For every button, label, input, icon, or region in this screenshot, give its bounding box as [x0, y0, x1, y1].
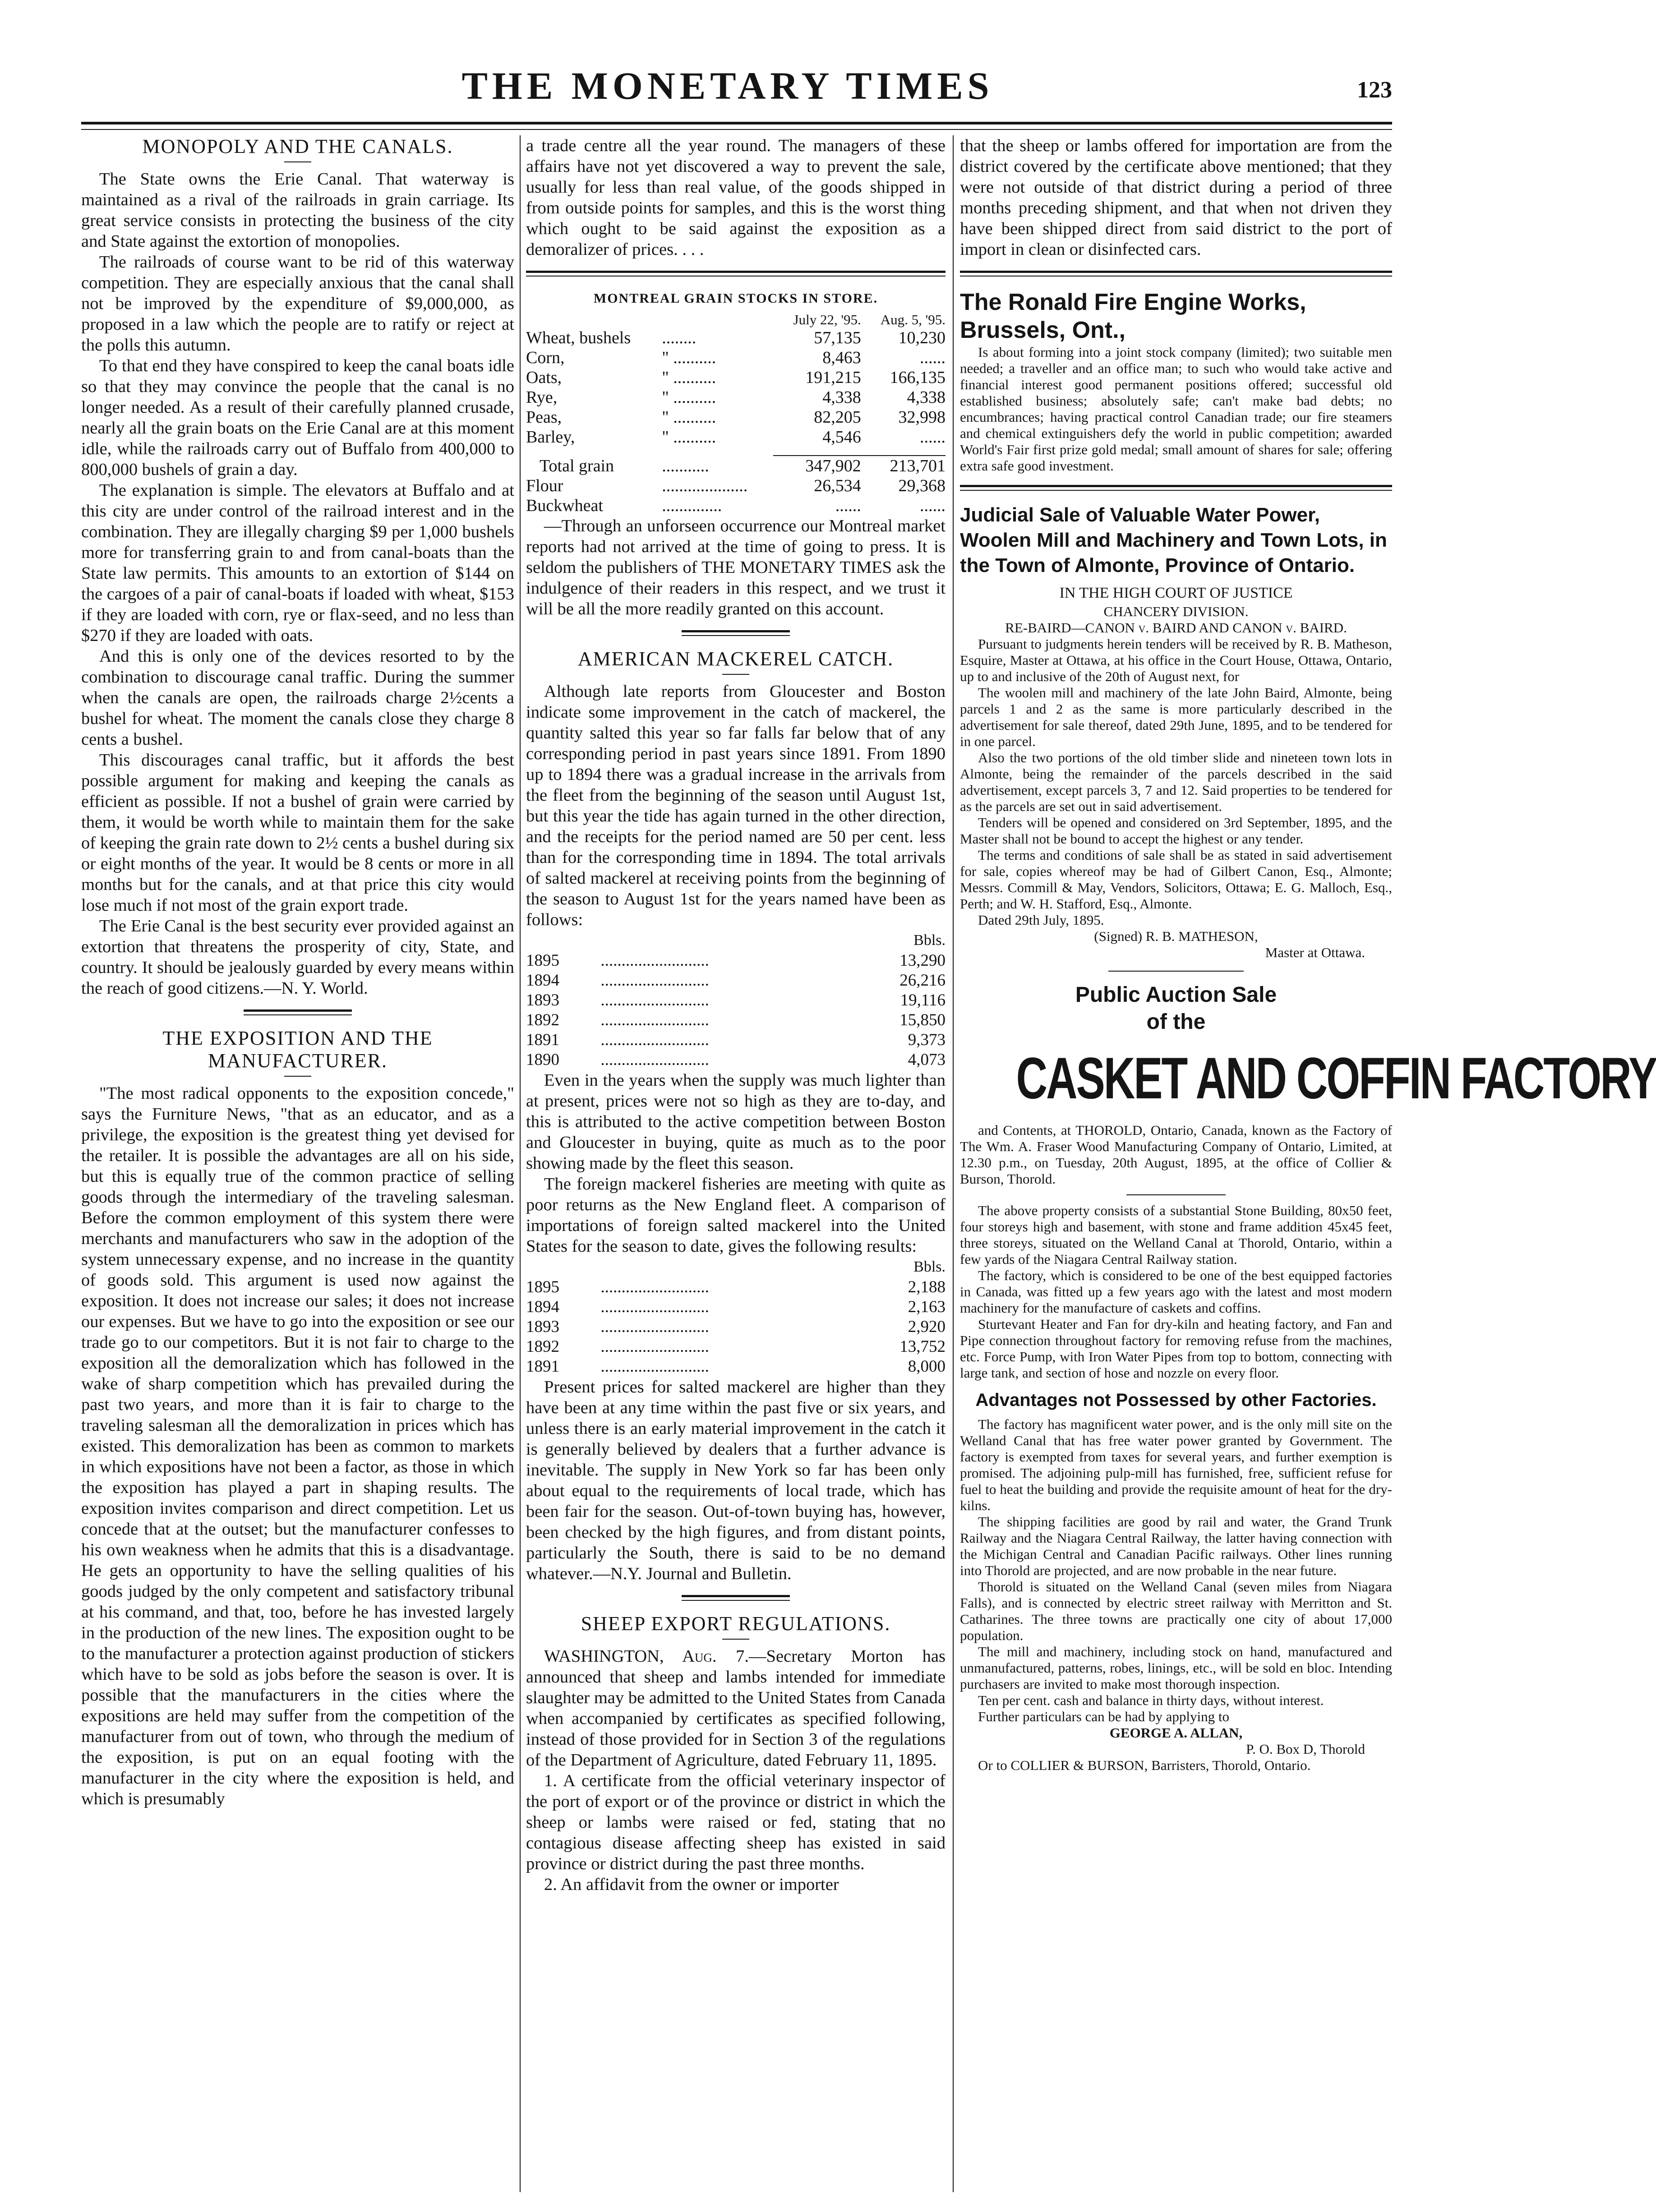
row-label: Wheat, bushels	[526, 328, 631, 347]
table-row	[526, 951, 946, 971]
leader-dots: ..........................	[600, 1278, 709, 1296]
contact-address: P. O. Box D, Thorold	[1246, 1741, 1365, 1757]
paragraph: To that end they have conspired to keep the canal boats idle so that they may convince the people that the canal is no longer needed. As a result of their carefully planned crusade, nearly all the grain boats on the Erie Canal are at this moment idle, while the railroads carry out of Buffalo from 400,000 to 800,000 bushels of grain a day.	[81, 356, 514, 479]
title-dash	[284, 1076, 311, 1077]
cell: 1894	[526, 971, 559, 990]
row-label: Buckwheat	[526, 496, 603, 515]
table-row	[526, 1030, 946, 1050]
paragraph: Even in the years when the supply was much lighter than at present, prices were not so high as they are to-day, and this is attributed to the active competition between Boston and Gloucester in buying, quite as much as to the poor showing made by the fleet this season.	[526, 1071, 946, 1173]
ad-body: The factory has magnificent water power, and is the only mill site on the Welland Canal that has free water power granted by Government. The factory is exempted from taxes for several years, and further exemption is promised. The adjoining pulp-mill has furnished, free, sufficient refuse for fuel to heat the building and provide the requisite amount of heat for the dry-kilns.	[960, 1416, 1392, 1513]
paragraph-text: —Secretary Morton has announced that sheep and lambs intended for immediate slaughter may be admitted to the United States from Canada when accompanied by certificates as specified following, instead of those provided for in Section 3 of the regulations of the Department of Agriculture, dated February 11, 1895.	[526, 1647, 946, 1770]
cell: 10,230	[898, 328, 946, 347]
leader-dots: ..........................	[600, 1011, 709, 1029]
leader-dots: ..........................	[600, 991, 709, 1009]
imports-table	[526, 1277, 946, 1377]
ad-body: Further particulars can be had by applying to	[978, 1709, 1229, 1724]
ad-body: The shipping facilities are good by rail and water, the Grand Trunk Railway and the Niagara Central Railway, the latter having connection with the Michigan Central and Canadian Pacific railways. Other lines running into Thorold are projected, and are now probable in the near future.	[960, 1514, 1392, 1578]
table-row	[526, 387, 946, 407]
table-row	[526, 496, 946, 516]
newspaper-title: THE MONETARY TIMES	[461, 64, 994, 107]
ad-body: Is about forming into a joint stock company (limited); two suitable men needed; a traveller and an office man; to such who would take active and financial interest good permanent positions offered; successful old established business; absolutely safe; can't make bad debts; no encumbrances; having practical control Canadian trade; our fire steamers and chemical extinguishers defy the world in public competition; awarded World's Fair first prize gold medal; small amount of shares for sale; offering extra safe good investment.	[960, 344, 1392, 474]
paragraph	[526, 1646, 946, 1770]
leader-dots: ..........................	[600, 1318, 709, 1336]
cell: ......	[920, 348, 946, 367]
masthead-rule	[81, 122, 1392, 124]
leader-dots: ..........................	[600, 1031, 709, 1049]
cell: 1893	[526, 991, 559, 1009]
cell: 1894	[526, 1298, 559, 1316]
cell: 2,163	[908, 1298, 946, 1316]
cell: 8,000	[908, 1357, 946, 1376]
leader-dots: " ..........	[662, 348, 716, 367]
cell: 1893	[526, 1318, 559, 1336]
paragraph: The foreign mackerel fisheries are meeting with quite as poor returns as the New England fleet. A comparison of importations of foreign salted mackerel into the United States for the season to date, gives the following results:	[526, 1175, 946, 1256]
cell: 2,920	[908, 1318, 946, 1336]
row-label: Oats,	[526, 368, 562, 387]
units-label: Bbls.	[913, 1258, 946, 1275]
table-row	[526, 1010, 946, 1030]
table-row	[526, 368, 946, 387]
cell: 19,116	[900, 991, 946, 1009]
ad-title: Judicial Sale of Valuable Water Power, Woolen Mill and Machinery and Town Lots, in the Town of Almonte, Province of Ontario.	[960, 504, 1387, 576]
catch-table	[526, 951, 946, 1070]
table-row	[526, 1357, 946, 1377]
leader-dots: ..........................	[600, 971, 709, 990]
section-separator	[682, 1595, 790, 1601]
cell: 1892	[526, 1337, 559, 1356]
cell: 13,752	[899, 1337, 946, 1356]
table-row	[526, 1277, 946, 1297]
cell: 57,135	[814, 328, 861, 347]
units-label: Bbls.	[913, 932, 946, 949]
contact-alternate: Or to COLLIER & BURSON, Barristers, Thorold, Ontario.	[978, 1757, 1311, 1773]
table-row	[526, 348, 946, 368]
ad-body: The terms and conditions of sale shall be as stated in said advertisement for sale, copies whereof may be had of Gilbert Canon, Esq., Almonte; Messrs. Commill & May, Vendors, Solicitors, Ottawa; E. G. Malloch, Esq., Perth; and W. H. Stafford, Esq., Almonte.	[960, 847, 1392, 912]
column-3	[960, 135, 1656, 2192]
cell: 2,188	[908, 1278, 946, 1296]
cell: 1895	[526, 951, 559, 970]
title-dash	[722, 674, 749, 675]
cell: 4,338	[907, 388, 946, 407]
leader-dots: " ..........	[662, 388, 716, 407]
article-title: AMERICAN MACKEREL CATCH.	[577, 648, 894, 670]
cell: 1890	[526, 1051, 559, 1069]
cell: 1891	[526, 1357, 559, 1376]
cell: 4,338	[822, 388, 861, 407]
ad-date: Dated 29th July, 1895.	[978, 912, 1104, 928]
row-label: Rye,	[526, 388, 558, 407]
row-label: Total grain	[540, 456, 614, 475]
section-separator	[526, 271, 946, 276]
article-title: THE EXPOSITION AND THE MANUFACTURER.	[162, 1027, 433, 1072]
table-row	[526, 1297, 946, 1317]
paragraph: Although late reports from Gloucester and Boston indicate some improvement in the catch of mackerel, the quantity salted this year so far falls far below that of any corresponding period in past years since 1891. From 1890 up to 1894 there was a gradual increase in the arrivals from the fleet from the beginning of the season until August 1st, but this year the tide has again turned in the other direction, and the receipts for the period named are 50 per cent. less than for the corresponding time in 1894. The total arrivals of salted mackerel at receiving points from the beginning of the season to August 1st for the years named have been as follows:	[526, 682, 946, 929]
section-separator	[244, 1009, 352, 1015]
leader-dots: ..............	[662, 496, 722, 515]
table-row	[526, 328, 946, 348]
table-row	[526, 1317, 946, 1337]
column-1	[81, 135, 514, 2192]
cell: 82,205	[814, 408, 861, 427]
paragraph: The railroads of course want to be rid of this waterway competition. They are especially anxious that the canal shall not be improved by the expenditure of $9,000,000, as proposed in a law which the people are to ratify or reject at the polls this autumn.	[81, 253, 514, 355]
cell: 1895	[526, 1278, 559, 1296]
row-label: Corn,	[526, 348, 565, 367]
dateline: WASHINGTON, Aug. 7.	[544, 1647, 749, 1666]
cell: 1892	[526, 1011, 559, 1029]
ad-body: Pursuant to judgments herein tenders will be received by R. B. Matheson, Esquire, Master at Ottawa, at his office in the Court House, Ottawa, Ontario, up to and inclusive of the 20th of August next, for	[960, 636, 1392, 684]
leader-dots: ..........................	[600, 1298, 709, 1316]
leader-dots: " ..........	[662, 428, 716, 447]
table-row-total	[526, 456, 946, 476]
paragraph: "The most radical opponents to the exposition concede," says the Furniture News, "that as an educator, and as a privilege, the exposition is the greatest thing yet devised for the retailer. It is possible the advantages are all on his side, but this is equally true of the common practice of selling goods through the intermediary of the traveling salesman. Before the common employment of this system there were merchants and manufacturers who saw in the adoption of the system unnecessary expense, and no increase in the quantity of goods sold. This argument is used now against the exposition. It does not increase our sales; it does not increase our expenses. But we have to go into the exposition or see our trade go to our competitors. But it is not fair to charge to the exposition all the demoralization which has followed in the wake of sharp competition which has prevailed during the past two years, and more than it is fair to charge to the traveling salesman all the demoralization in prices which has existed. This demoralization has been as common to markets in which expositions have not been a factor, as those in which the exposition has played a part in shaping results. The exposition invites comparison and direct competition. Let us concede that at the outset; but the manufacturer confesses to his own weakness when he admits that this is a disadvantage. He gets an opportunity to have the selling qualities of his goods judged by the only competent and satisfactory tribunal at his command, and that, too, before he has invested largely in the production of the new lines. The exposition ought to be to the manufacturer a protection against production of stickers which have to be sold as jobs before the season is over. It is possible that the manufacturers in the cities where the expositions are held may suffer from the competition of the manufacturer from out of town, who through the medium of the exposition, is put on an equal footing with the manufacturer in the city where the exposition is held, and which is presumably	[81, 1084, 514, 1808]
row-label: Barley,	[526, 428, 575, 447]
cell: 32,998	[898, 408, 946, 427]
cell: 347,902	[773, 456, 861, 476]
cell: ......	[920, 496, 946, 515]
cell: 15,850	[899, 1011, 946, 1029]
leader-dots: ..........................	[600, 1357, 709, 1376]
ad-body: The woolen mill and machinery of the late John Baird, Almonte, being parcels 1 and 2 as the same is more particularly described in the advertisement for sale thereof, dated 29th June, 1895, and to be tendered for in one parcel.	[960, 685, 1392, 749]
cell: 191,215	[805, 368, 861, 387]
table-row	[526, 407, 946, 427]
table-title: MONTREAL GRAIN STOCKS IN STORE.	[593, 291, 878, 306]
ad-body: The above property consists of a substantial Stone Building, 80x50 feet, four storeys high and basement, with stone and frame addition 45x45 feet, three storeys, situated on the Welland Canal at Thorold, Ontario, within a few yards of the Niagara Central Railway station.	[960, 1203, 1392, 1267]
cell: 8,463	[822, 348, 861, 367]
ad-body: Thorold is situated on the Welland Canal (seven miles from Niagara Falls), and is connected by electric street railway with Merritton and St. Catharines. The three towns are practically one city of about 17,000 population.	[960, 1579, 1392, 1643]
masthead-rule-thin	[81, 129, 1392, 130]
leader-dots: ..........................	[600, 1337, 709, 1356]
ad-body: and Contents, at THOROLD, Ontario, Canada, known as the Factory of The Wm. A. Fraser Wood Manufacturing Company of Ontario, Limited, at 12.30 p.m., on Tuesday, 20th August, 1895, at the office of Collier & Burson, Thorold.	[960, 1122, 1392, 1187]
column-divider	[520, 135, 521, 2192]
paragraph: 1. A certificate from the official veterinary inspector of the port of export or of the province or district in which the sheep or lambs were raised or fed, stating that no contagious disease affecting sheep has existed in said province or district during the past three months.	[526, 1771, 946, 1873]
page-number: 123	[1357, 77, 1392, 103]
signature: (Signed) R. B. MATHESON,	[1094, 928, 1258, 944]
signature-title: Master at Ottawa.	[1265, 945, 1365, 960]
ad-body: The mill and machinery, including stock on hand, manufactured and unmanufactured, patterns, robes, linings, etc., will be sold en bloc. Intending purchasers are invited to make most thorough inspection.	[960, 1644, 1392, 1692]
paragraph: a trade centre all the year round. The managers of these affairs have not yet discovered a way to prevent the sale, usually for less than real value, of the goods shipped in from outside points for samples, and this is the worst thing which ought to be said against the exposition as a demoralizer of prices. . . .	[526, 136, 946, 259]
column-header: Aug. 5, '95.	[880, 312, 946, 327]
cell: 1891	[526, 1031, 559, 1049]
grain-stocks-table	[526, 312, 946, 516]
court-name: IN THE HIGH COURT OF JUSTICE	[1059, 585, 1293, 601]
auction-subtitle: of the	[1146, 1010, 1206, 1034]
paragraph: —Through an unforseen occurrence our Montreal market reports had not arrived at the time of going to press. It is seldom the publishers of THE MONETARY TIMES ask the indulgence of their readers in this respect, and we trust it will be all the more readily granted on this account.	[526, 516, 946, 618]
leader-dots: ...........	[662, 456, 709, 475]
cell: 26,216	[899, 971, 946, 990]
table-row	[526, 427, 946, 447]
cell: 29,368	[898, 476, 946, 495]
auction-title: Public Auction Sale	[1075, 983, 1277, 1007]
cell: 213,701	[861, 456, 946, 476]
paragraph: 2. An affidavit from the owner or importer	[544, 1875, 839, 1894]
title-dash	[284, 161, 311, 162]
table-row	[526, 971, 946, 991]
table-row	[526, 1050, 946, 1070]
paragraph: The State owns the Erie Canal. That waterway is maintained as a rival of the railroads in grain carriage. Its great service consists in protecting the business of the city and State against the extortion of monopolies.	[81, 170, 514, 251]
auction-banner: CASKET AND COFFIN FACTORY	[1016, 1045, 1656, 1111]
paragraph: that the sheep or lambs offered for importation are from the district covered by the certificate above mentioned; that they were not outside of that district during a period of three months preceding shipment, and that when not driven they have been shipped direct from said district to the port of import in clean or disinfected cars.	[960, 136, 1392, 259]
ad-body: Tenders will be opened and considered on 3rd September, 1895, and the Master shall not be bound to accept the highest or any tender.	[960, 815, 1392, 847]
title-dash	[722, 1639, 749, 1640]
column-header: July 22, '95.	[793, 312, 861, 327]
ad-title: The Ronald Fire Engine Works, Brussels, Ont.,	[960, 289, 1306, 343]
contact-name: GEORGE A. ALLAN,	[1109, 1725, 1243, 1741]
section-separator	[960, 271, 1392, 276]
cell: ......	[835, 496, 861, 515]
paragraph: And this is only one of the devices resorted to by the combination to discourage canal traffic. During the summer when the canals are open, the railroads charge 2½cents a bushel for wheat. The moment the canals close they charge 8 cents a bushel.	[81, 647, 514, 749]
row-label: Peas,	[526, 408, 562, 427]
cell: 9,373	[908, 1031, 946, 1049]
leader-dots: ........	[662, 328, 697, 347]
section-separator	[960, 485, 1392, 491]
paragraph: Present prices for salted mackerel are higher than they have been at any time within the past five or six years, and unless there is an early material improvement in the catch it is generally believed by dealers that a further advance is inevitable. The supply in New York so far has been only about equal to the requirements of local trade, which has been fair for the season. Out-of-town buying has, however, been checked by the high figures, and from distant points, particularly the South, there is said to be no demand whatever.—N.Y. Journal and Bulletin.	[526, 1378, 946, 1583]
leader-dots: " ..........	[662, 368, 716, 387]
table-row	[526, 1337, 946, 1357]
row-label: Flour	[526, 476, 563, 495]
ad-body: Ten per cent. cash and balance in thirty days, without interest.	[978, 1692, 1324, 1708]
case-name: RE-BAIRD—CANON v. BAIRD AND CANON v. BAIRD.	[1005, 620, 1347, 636]
ad-body: Also the two portions of the old timber slide and nineteen town lots in Almonte, being the remainder of the parcels described in the said advertisement, except parcels 3, 7 and 12. Said properties to be tendered for as the parcels are set out in said advertisement.	[960, 750, 1392, 814]
ad-body: Sturtevant Heater and Fan for dry-kiln and heating factory, and Fan and Pipe connection throughout factory for removing refuse from the machines, etc. Force Pump, with Iron Water Pipes from top to bottom, connecting with large tank, and section of hose and nozzle on every floor.	[960, 1316, 1392, 1381]
cell: 4,073	[908, 1051, 946, 1069]
article-title: SHEEP EXPORT REGULATIONS.	[581, 1613, 891, 1635]
court-division: CHANCERY DIVISION.	[1103, 604, 1249, 619]
column-divider	[953, 135, 954, 2192]
paragraph: The explanation is simple. The elevators at Buffalo and at this city are under control of the railroad interest and in the combination. They are illegally charging $9 per 1,000 bushels more for transferring grain to and from canal-boats than the State law permits. This amounts to an extortion of $144 on the cargoes of a pair of canal-boats if loaded with wheat, $153 if they are loaded with corn, rye or flax-seed, and no less than $270 if they are loaded with oats.	[81, 481, 514, 645]
table-row	[526, 476, 946, 496]
ad-subheading: Advantages not Possessed by other Factories.	[975, 1390, 1377, 1410]
leader-dots: ..........................	[600, 951, 709, 970]
cell: ......	[920, 428, 946, 447]
ad-body: The factory, which is considered to be one of the best equipped factories in Canada, was fitted up a few years ago with the latest and most modern machinery for the manufacture of caskets and coffins.	[960, 1267, 1392, 1316]
column-2	[526, 135, 946, 2192]
section-separator	[682, 630, 790, 636]
cell: 26,534	[814, 476, 861, 495]
leader-dots: " ..........	[662, 408, 716, 427]
paragraph: The Erie Canal is the best security ever provided against an extortion that threatens the prosperity of city, State, and country. It should be jealously guarded by every means within the reach of good citizens.—N. Y. World.	[81, 917, 514, 998]
paragraph: This discourages canal traffic, but it affords the best possible argument for making and keeping the canals as efficient as possible. If not a bushel of grain were carried by them, it would be worth while to maintain them for the sake of keeping the grain rate down to 2½ cents a bushel during six or eight months of the year. It would be 8 cents or more in all months but for the canals, and at that price this city would lose much if not most of the grain export trade.	[81, 751, 514, 915]
leader-dots: ..........................	[600, 1051, 709, 1069]
section-separator	[1108, 971, 1244, 972]
cell: 166,135	[890, 368, 946, 387]
section-separator	[1126, 1194, 1226, 1195]
cell: 4,546	[822, 428, 861, 447]
masthead	[0, 27, 1455, 135]
leader-dots: ....................	[662, 476, 748, 495]
article-title: MONOPOLY AND THE CANALS.	[142, 135, 453, 157]
table-row	[526, 991, 946, 1010]
cell: 13,290	[899, 951, 946, 970]
